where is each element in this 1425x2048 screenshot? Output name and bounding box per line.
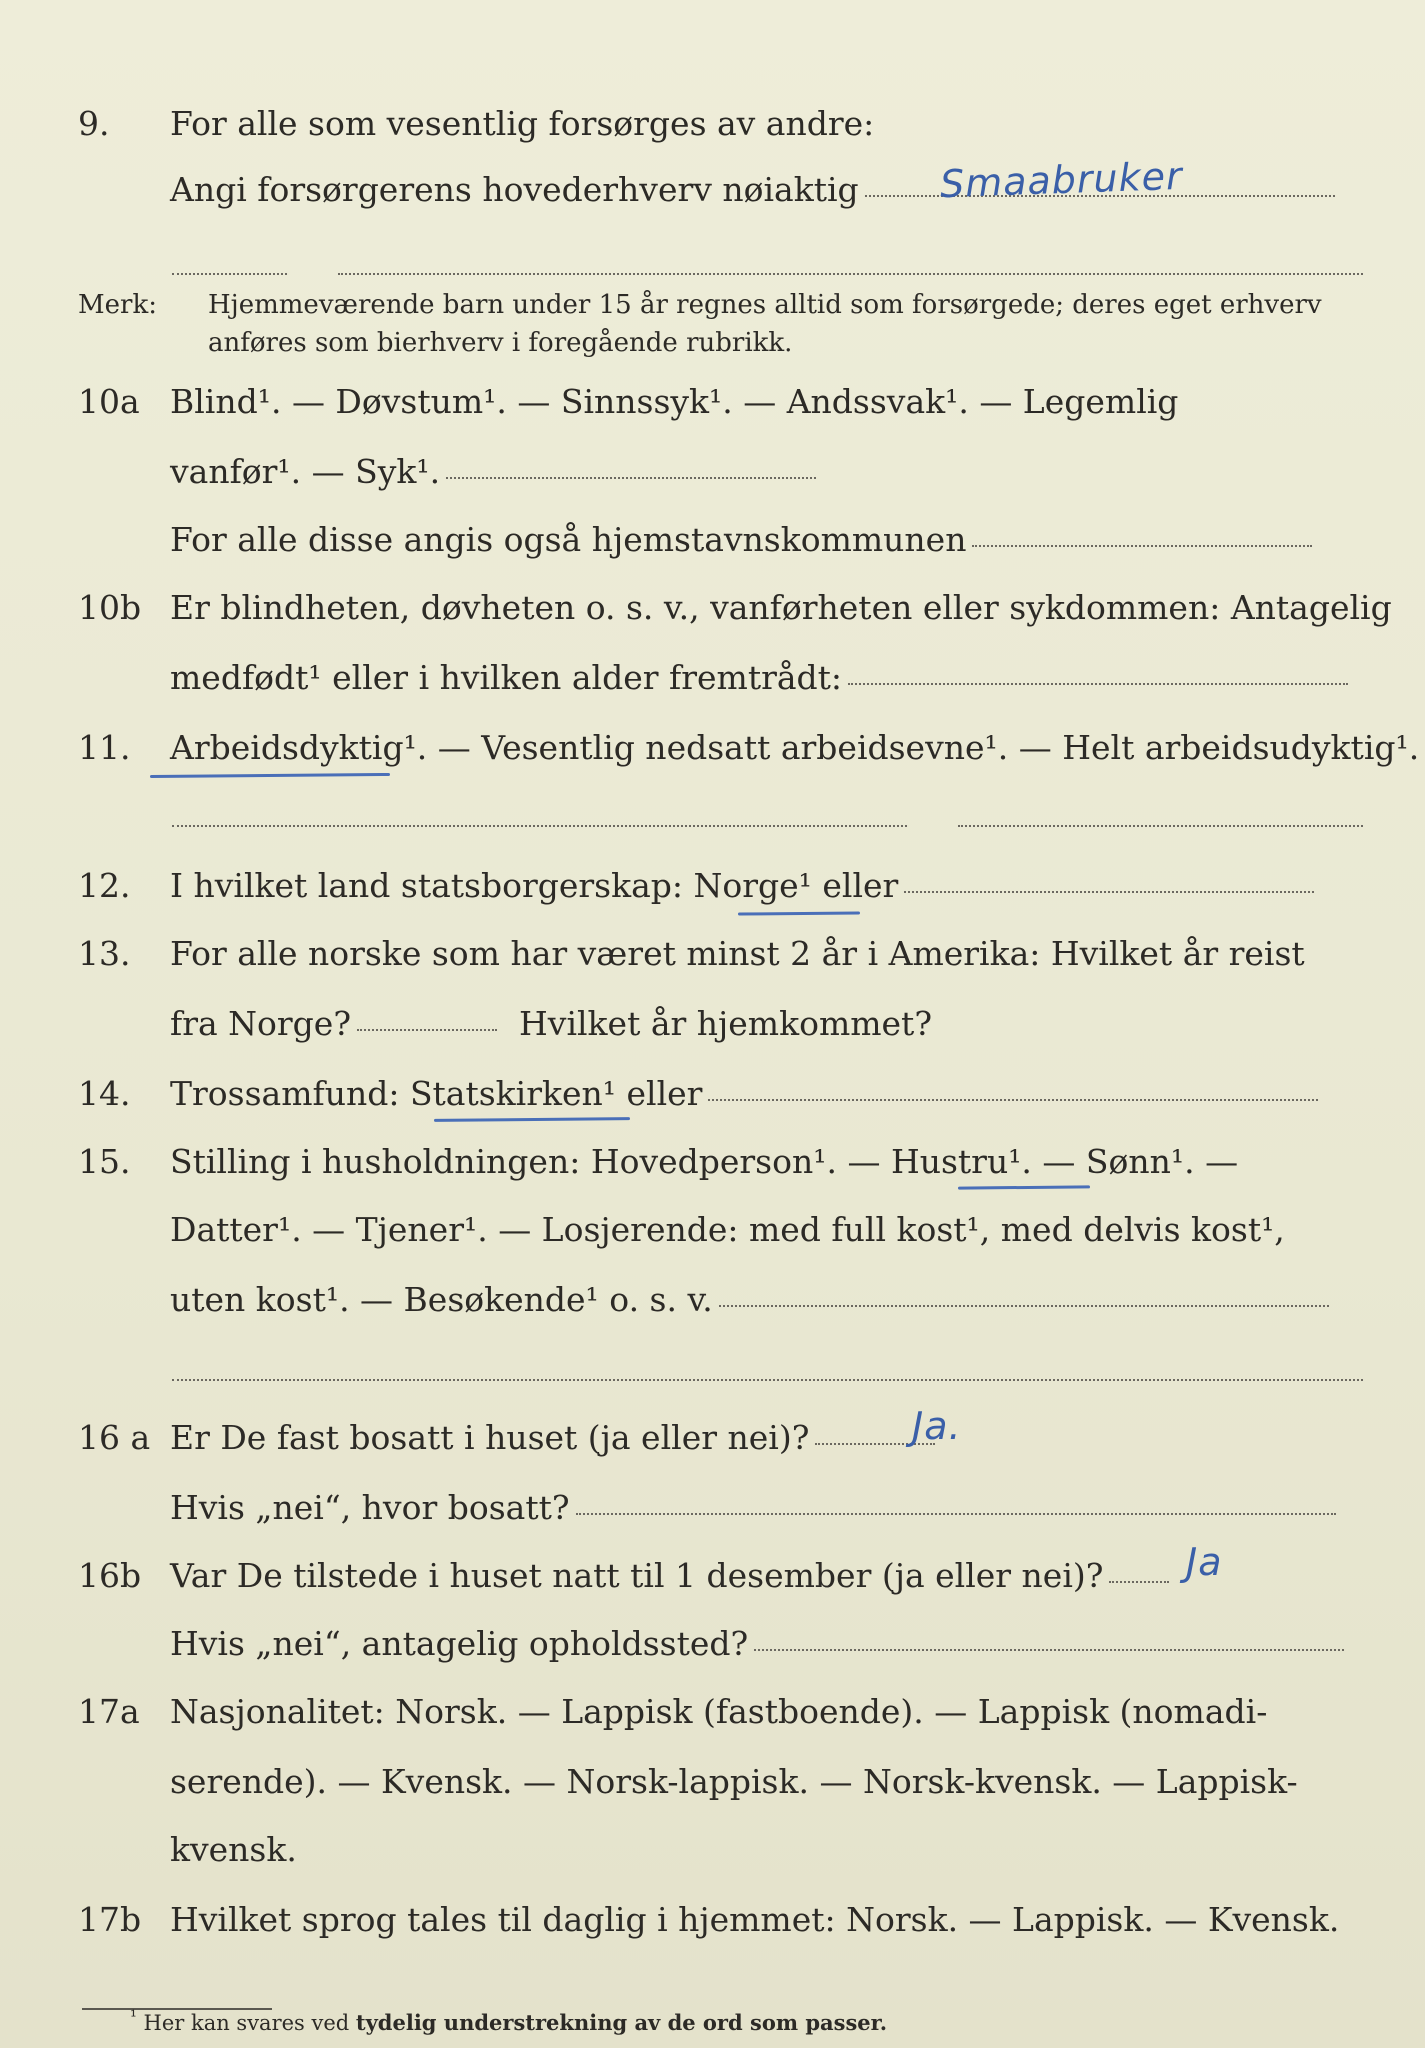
q13-question: For alle norske som har været minst 2 år i Amerika: Hvilket år reist <box>170 934 1305 973</box>
q17a-line2 <box>0 1762 1425 1808</box>
q15-extra-dots <box>172 1378 1363 1381</box>
q15-handwritten-underline <box>958 1185 1090 1189</box>
q13-line1 <box>0 934 1425 980</box>
q16a-number: 16 a <box>78 1418 151 1457</box>
q17b-number: 17b <box>78 1900 142 1939</box>
q10a-municipality-prompt: For alle disse angis også hjemstavnskommunen <box>170 520 967 559</box>
q17b-options: Hvilket sprog tales til daglig i hjemmet: Norsk. — Lappisk. — Kvensk. <box>170 1900 1340 1939</box>
q16b-prompt: Hvis „nei“, antagelig opholdssted? <box>170 1624 749 1663</box>
q14-handwritten-underline <box>434 1117 630 1122</box>
q10b-question: Er blindheten, døvheten o. s. v., vanførheten eller sykdommen: Antagelig <box>170 588 1392 627</box>
q15-line2 <box>0 1210 1425 1256</box>
q16b-answer-field[interactable] <box>1109 1580 1169 1583</box>
q15-other-field[interactable] <box>719 1304 1329 1307</box>
q9-line2 <box>0 170 1425 216</box>
q17a-options-line2: serende). — Kvensk. — Norsk-lappisk. — Norsk-kvensk. — Lappisk- <box>170 1762 1298 1801</box>
q12-handwritten-underline <box>738 911 860 915</box>
q10b-number: 10b <box>78 588 142 627</box>
q10b-line1 <box>0 588 1425 634</box>
q10a-line3 <box>0 520 1425 566</box>
q11-number: 11. <box>78 728 131 767</box>
q15-line1 <box>0 1142 1425 1188</box>
q12-question: I hvilket land statsborgerskap: Norge¹ eller <box>170 866 899 905</box>
q10a-line2 <box>0 452 1425 498</box>
merk-text-line2: anføres som bierhverv i foregående rubrikk. <box>208 328 793 358</box>
q9-number: 9. <box>78 104 110 143</box>
q16a-handwritten-answer: Ja. <box>912 1404 962 1448</box>
q16b-handwritten-answer: Ja <box>1186 1540 1223 1584</box>
q17a-options-line3: kvensk. <box>170 1830 297 1869</box>
q14-question: Trossamfund: Statskirken¹ eller <box>170 1074 703 1113</box>
q9-handwritten-answer: Smaabruker <box>939 153 1184 207</box>
q10a-municipality-field[interactable] <box>972 544 1312 547</box>
q15-number: 15. <box>78 1142 131 1181</box>
q15-options-line3: uten kost¹. — Besøkende¹ o. s. v. <box>170 1280 713 1319</box>
q16b-number: 16b <box>78 1556 142 1595</box>
q16a-prompt: Hvis „nei“, hvor bosatt? <box>170 1488 570 1527</box>
q15-options-line2: Datter¹. — Tjener¹. — Losjerende: med full kost¹, med delvis kost¹, <box>170 1210 1285 1249</box>
q11-dots-a <box>172 824 907 827</box>
q16a-line2 <box>0 1488 1425 1534</box>
q16a-question: Er De fast bosatt i huset (ja eller nei)? <box>170 1418 810 1457</box>
q14-denomination-field[interactable] <box>708 1098 1318 1101</box>
footnote-text-a: Her kan svares ved <box>143 2011 356 2035</box>
q12-number: 12. <box>78 866 131 905</box>
q13-number: 13. <box>78 934 131 973</box>
q10a-line1 <box>0 382 1425 428</box>
q17a-line1 <box>0 1692 1425 1738</box>
footnote <box>130 2007 888 2035</box>
q16b-location-field[interactable] <box>754 1648 1344 1651</box>
q10b-prompt: medfødt¹ eller i hvilken alder fremtrådt: <box>170 658 843 697</box>
q12-line1 <box>0 866 1425 912</box>
q17a-options-line1: Nasjonalitet: Norsk. — Lappisk (fastboende). — Lappisk (nomadi- <box>170 1692 1268 1731</box>
q9-prompt: Angi forsørgerens hovederhverv nøiaktig <box>170 170 859 209</box>
q9-extra-dots-a <box>172 272 287 275</box>
q10a-sick-field[interactable] <box>446 476 816 479</box>
q10a-number: 10a <box>78 382 140 421</box>
merk-label: Merk: <box>78 290 157 320</box>
q10b-age-field[interactable] <box>848 682 1348 685</box>
merk-text-line1: Hjemmeværende barn under 15 år regnes alltid som forsørgede; deres eget erhverv <box>208 290 1322 320</box>
q16b-question: Var De tilstede i huset natt til 1 desember (ja eller nei)? <box>170 1556 1104 1595</box>
q9-extra-dots-b <box>338 272 1363 275</box>
q13-left-prompt: fra Norge? <box>170 1004 352 1043</box>
q13-line2 <box>0 1004 1425 1050</box>
q10a-options: Blind¹. — Døvstum¹. — Sinnssyk¹. — Andssvak¹. — Legemlig <box>170 382 1179 421</box>
q11-options: Arbeidsdyktig¹. — Vesentlig nedsatt arbeidsevne¹. — Helt arbeidsudyktig¹. <box>170 728 1420 767</box>
footnote-text-b: tydelig understrekning av de ord som passer. <box>355 2010 888 2035</box>
q10a-options-cont: vanfør¹. — Syk¹. <box>170 452 441 491</box>
q9-question: For alle som vesentlig forsørges av andre: <box>170 104 875 143</box>
q16a-line1 <box>0 1418 1425 1464</box>
q13-right-prompt: Hvilket år hjemkommet? <box>519 1004 933 1043</box>
q15-options-line1: Stilling i husholdningen: Hovedperson¹. — Hustru¹. — Sønn¹. — <box>170 1142 1239 1181</box>
q11-dots-b <box>958 824 1363 827</box>
q15-line3 <box>0 1280 1425 1326</box>
q13-departure-year-field[interactable] <box>357 1028 497 1031</box>
q9-line1 <box>0 104 1425 150</box>
q17a-line3 <box>0 1830 1425 1876</box>
q16a-residence-field[interactable] <box>576 1512 1336 1515</box>
q14-line1 <box>0 1074 1425 1120</box>
q12-country-field[interactable] <box>904 890 1314 893</box>
q17b-line1 <box>0 1900 1425 1946</box>
q10b-line2 <box>0 658 1425 704</box>
footnote-mark: ¹ <box>130 2007 137 2027</box>
q14-number: 14. <box>78 1074 131 1113</box>
q16b-line2 <box>0 1624 1425 1670</box>
q17a-number: 17a <box>78 1692 140 1731</box>
q11-line1 <box>0 728 1425 774</box>
